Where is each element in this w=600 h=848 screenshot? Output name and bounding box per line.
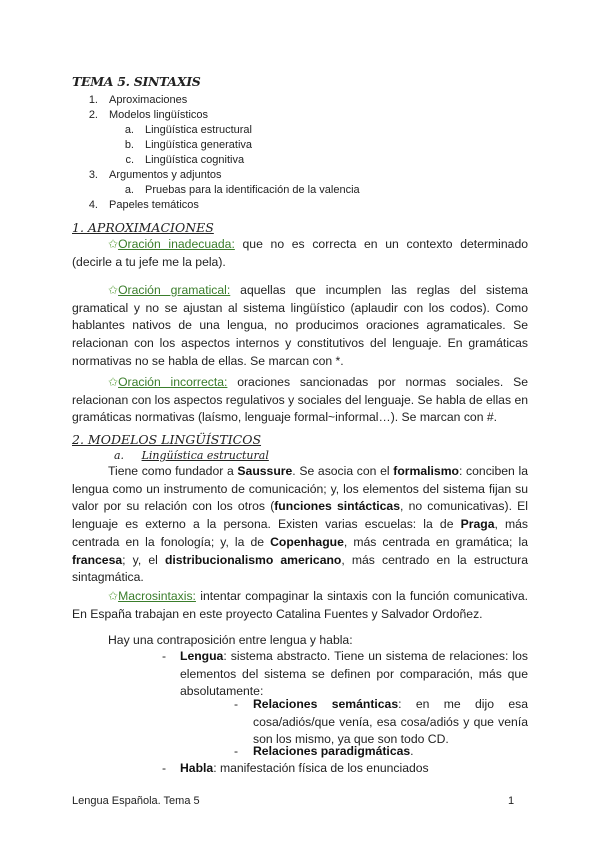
toc-item-number: a. (124, 184, 134, 196)
toc-item-number: a. (124, 124, 134, 136)
toc-item-text: Lingüística estructural (145, 124, 252, 136)
dash-bullet: - (162, 649, 167, 663)
paragraph-macrosintaxis (72, 588, 528, 623)
text-run: : conciben la lengua como un instrumento de comunicación; y, los elementos del sistema fijan su valor por su relación con los otros ( (72, 464, 528, 514)
text-run: . (410, 744, 414, 758)
toc-item-number: 1. (88, 94, 98, 106)
bold-formalismo: formalismo (393, 464, 459, 478)
toc-item-number: c. (125, 154, 134, 166)
toc-item-number: 3. (88, 169, 98, 181)
toc-item (0, 123, 600, 138)
toc-item (0, 198, 600, 213)
bold-lengua: Lengua (180, 649, 224, 663)
definition-text: oraciones sancionadas por normas sociales. Se relacionan con los aspectos regulativos y sociales del lenguaje. Se habla de ellas en gramáticas normativas (laísmo, lenguaje formal~informal…). Se marcan con #. (72, 375, 528, 425)
subsection-letter: a. (114, 449, 125, 462)
toc-item (0, 153, 600, 168)
toc-item (0, 93, 600, 108)
definition-text: que no es correcta en un contexto determinado (decirle a tu jefe me la pela). (72, 237, 529, 269)
definition-text: aquellas que incumplen las reglas del sistema gramatical y no se ajustan al sistema lingüístico (aplaudir con los codos). Como hablantes nativos de una lengua, no producimos oraciones agramaticales. Se relacionan con los aspectos internos y constitutivos del lenguaje. En gramáticas normativas no se habla de ellas. Se marcan con *. (72, 283, 528, 368)
section-heading-modelos: 2. MODELOS LINGÜÍSTICOS (72, 432, 262, 447)
toc-item-text: Pruebas para la identificación de la valencia (145, 184, 360, 196)
toc-item-number: 2. (88, 109, 98, 121)
toc-item-text: Argumentos y adjuntos (109, 169, 222, 181)
paragraph-estructural (72, 463, 528, 587)
page-title: TEMA 5. SINTAXIS (72, 74, 201, 89)
toc-item (0, 183, 600, 198)
subsection-title: Lingüística estructural (141, 449, 269, 462)
list-item-lengua (180, 648, 528, 701)
star-icon: ✩ (108, 283, 119, 297)
toc-item-text: Papeles temáticos (109, 199, 199, 211)
bold-relaciones-paradigmaticas: Relaciones paradigmáticas (253, 744, 411, 758)
list-item-relaciones-paradigmaticas (253, 743, 528, 761)
paragraph-oracion-incorrecta (72, 374, 528, 427)
bold-funciones: funciones sintácticas (274, 499, 400, 514)
toc-item-text: Lingüística cognitiva (145, 154, 245, 166)
bold-relaciones-semanticas: Relaciones semánticas (253, 697, 399, 711)
toc-item (0, 138, 600, 153)
toc-item-text: Lingüística generativa (145, 139, 253, 151)
term-oracion-incorrecta: Oración incorrecta: (118, 375, 228, 389)
text-run: . Se asocia con el (292, 464, 394, 478)
subsection-heading (114, 449, 269, 462)
text-run: , más centrado en la estructura sintagmática. (72, 552, 529, 585)
dash-bullet: - (162, 761, 167, 775)
paragraph-oracion-gramatical (72, 282, 528, 371)
bold-copenhague: Copenhague (270, 534, 344, 549)
star-icon: ✩ (108, 589, 119, 603)
bold-habla: Habla (180, 761, 214, 775)
toc-item (0, 108, 600, 123)
text-run: : sistema abstracto. Tiene un sistema de relaciones: los elementos del sistema se definen por comparación, más que absolutamente: (180, 649, 528, 699)
footer-text: Lengua Española. Tema 5 (72, 795, 200, 807)
list-item-relaciones-semanticas (253, 696, 528, 749)
section-heading-aproximaciones: 1. APROXIMACIONES (72, 220, 214, 235)
text-run: Hay una contraposición entre lengua y habla: (108, 633, 353, 647)
star-icon: ✩ (108, 237, 119, 251)
term-oracion-inadecuada: Oración inadecuada: (118, 237, 235, 251)
term-oracion-gramatical: Oración gramatical: (118, 283, 231, 297)
bold-praga: Praga (460, 517, 495, 532)
text-run: : manifestación física de los enunciados (213, 761, 429, 775)
dash-bullet: - (234, 744, 239, 758)
page-number: 1 (508, 795, 515, 807)
text-run: Tiene como fundador a (108, 464, 238, 478)
toc-item-number: b. (124, 139, 134, 151)
text-run: , no comunicativas). El lenguaje es externo a la persona. Existen varias escuelas: la de (72, 499, 528, 532)
text-run: : en me dijo esa cosa/adiós/que venía, esa cosa/adiós y que venía son los mismo, ya que son todo CD. (253, 697, 528, 747)
toc-item-text: Aproximaciones (109, 94, 188, 106)
toc-item (0, 168, 600, 183)
definition-text: intentar compaginar la sintaxis con la función comunicativa. En España trabajan en este proyecto Catalina Fuentes y Salvador Ordoñez. (72, 589, 528, 621)
list-item-habla (180, 760, 528, 778)
text-run: ; y, el (122, 552, 165, 567)
paragraph-oracion-inadecuada (72, 236, 528, 271)
bold-saussure: Saussure (237, 464, 293, 478)
text-run: , más centrada en la fonología; y, la de (72, 517, 528, 549)
toc-item-text: Modelos lingüísticos (109, 109, 209, 121)
term-macrosintaxis: Macrosintaxis: (118, 589, 196, 603)
toc-item-number: 4. (88, 199, 98, 211)
dash-bullet: - (234, 697, 239, 711)
star-icon: ✩ (108, 375, 119, 389)
text-run: , más centrada en gramática; la (343, 534, 528, 549)
bold-distribucionalismo: distribucionalismo americano (164, 552, 342, 567)
table-of-contents (0, 93, 600, 213)
bold-francesa: francesa (72, 552, 123, 567)
